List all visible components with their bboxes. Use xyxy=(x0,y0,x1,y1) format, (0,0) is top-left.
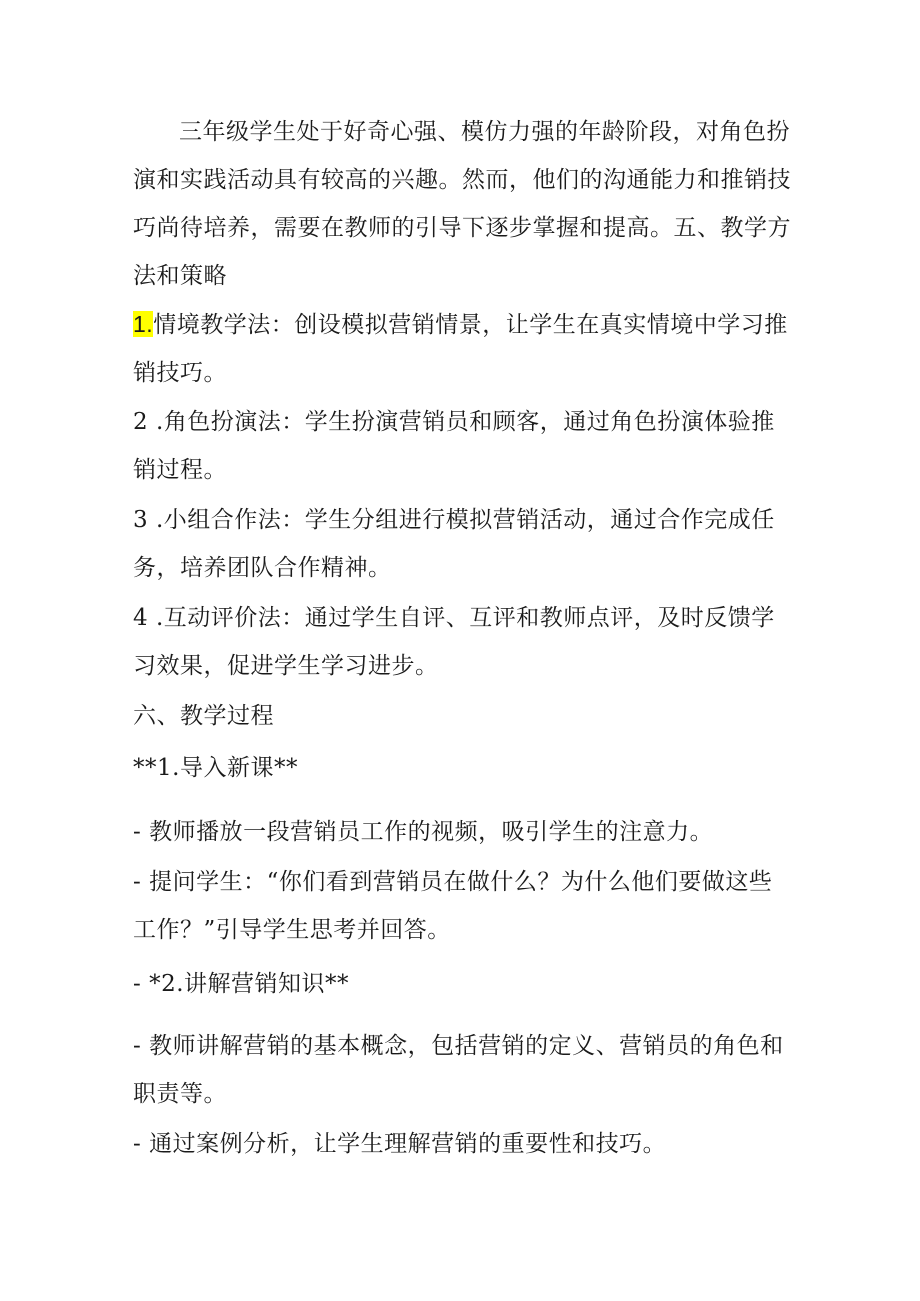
method-2-paragraph: 2 .角色扮演法：学生扮演营销员和顾客，通过角色扮演体验推销过程。 xyxy=(133,409,775,483)
step-2-item-2: - 通过案例分析，让学生理解营销的重要性和技巧。 xyxy=(133,1131,667,1157)
method-1-text: 情境教学法：创设模拟营销情景，让学生在真实情境中学习推销技巧。 xyxy=(133,312,788,386)
method-1-number: 1. xyxy=(133,311,154,337)
section-6-heading: 六、教学过程 xyxy=(133,703,274,729)
step-2-item-1: - 教师讲解营销的基本概念，包括营销的定义、营销员的角色和职责等。 xyxy=(133,1033,784,1107)
step-2-heading: - *2.讲解营销知识** xyxy=(133,971,350,997)
intro-paragraph: 三年级学生处于好奇心强、模仿力强的年龄阶段，对角色扮演和实践活动具有较高的兴趣。然而，他们的沟通能力和推销技巧尚待培养，需要在教师的引导下逐步掌握和提高。五、教学方法和策略 xyxy=(133,119,791,289)
method-3-paragraph: 3 .小组合作法：学生分组进行模拟营销活动，通过合作完成任务，培养团队合作精神。 xyxy=(133,507,775,581)
method-4-paragraph: 4 .互动评价法：通过学生自评、互评和教师点评，及时反馈学习效果，促进学生学习进步。 xyxy=(133,605,775,679)
step-1-item-1: - 教师播放一段营销员工作的视频，吸引学生的注意力。 xyxy=(133,819,714,845)
step-1-item-2: - 提问学生：“你们看到营销员在做什么？为什么他们要做这些工作？”引导学生思考并回答。 xyxy=(133,869,773,943)
method-1-paragraph xyxy=(133,300,793,397)
step-1-heading: **1.导入新课** xyxy=(133,755,298,781)
